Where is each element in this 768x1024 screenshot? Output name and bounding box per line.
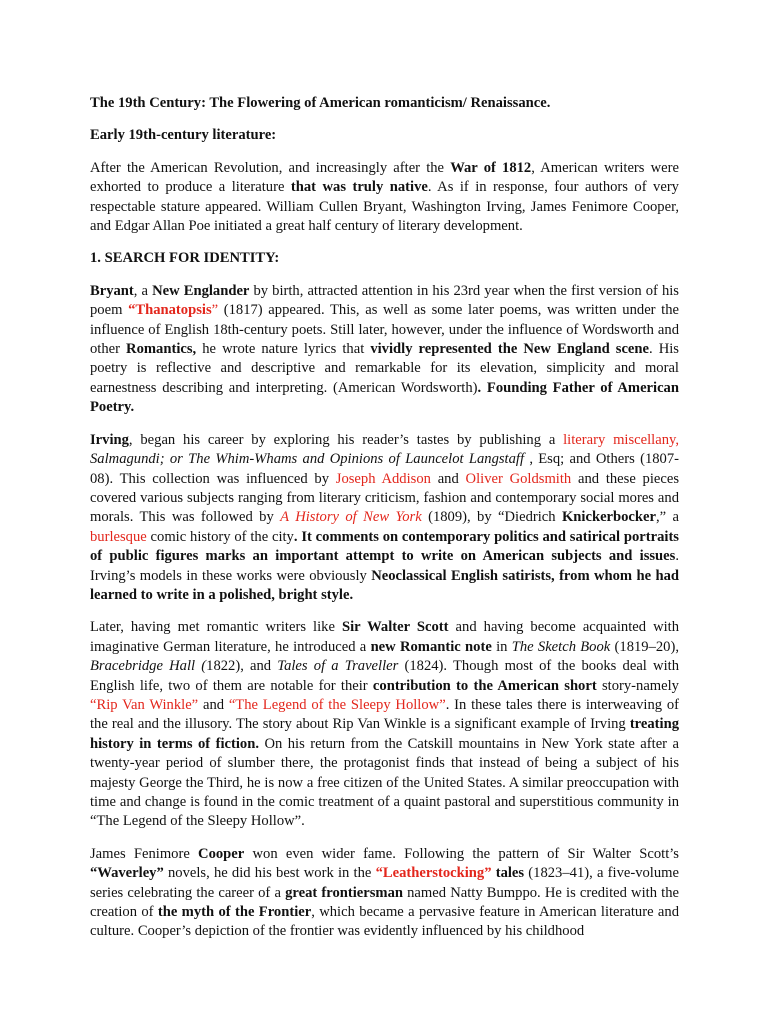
section-heading-identity: 1. SEARCH FOR IDENTITY: (90, 250, 280, 267)
text-run: (1823–41), a five-volume series celebrating the career of a (90, 865, 679, 901)
emphasis-romantic-note: new Romantic note (370, 638, 492, 655)
text-run: . Irving’s models in these works were obviously (90, 548, 679, 584)
text-run: , American writers were exhorted to produce a literature (90, 159, 679, 196)
text-run: . In these tales there is interweaving of the real and the illusory. The story about Rip Van Winkle is a significant example of Irving (90, 696, 680, 733)
name-cooper: Cooper (198, 845, 245, 862)
emphasis-war-of-1812: War of 1812 (450, 159, 532, 176)
emphasis-truly-native: that was truly native (290, 179, 428, 196)
text-run: and (198, 696, 229, 713)
text-run: . As if in response, four authors of very respectable stature appeared. William Cullen Bryant, Washington Irving, James Fenimore Cooper, and Edgar Allan Poe initiated a great half century of literary development. (90, 179, 679, 235)
page-title: The 19th Century: The Flowering of American romanticism/ Renaissance. (90, 95, 551, 111)
highlight-leatherstocking: “Leatherstocking” (375, 865, 492, 882)
text-run: and these pieces covered various subjects ranging from literary criticism, fashion and contemporary social mores and morals. This was followed by (90, 470, 680, 526)
irving-paragraph (90, 431, 679, 606)
text-run: in (491, 638, 512, 655)
text-run: story-namely (596, 677, 679, 694)
text-run: ,” a (656, 509, 679, 526)
text-run: (1817) appeared. This, as well as some later poems, was written under the influence of English 18th-century poets. Still later, however, under the influence of Wordsworth and other (90, 302, 680, 358)
emphasis-walter-scott: Sir Walter Scott (341, 619, 449, 636)
emphasis-new-englander: New Englander (152, 282, 250, 299)
emphasis-founding-father: . Founding Father of American Poetry. (90, 379, 679, 416)
intro-paragraph (90, 159, 679, 237)
text-run: and having become acquainted with imaginative German literature, he introduced a (90, 619, 680, 655)
highlight-thanatopsis: “Thanatopsis (128, 302, 212, 319)
text-run: James Fenimore (90, 845, 199, 862)
text-run: 1822), and (206, 658, 278, 675)
emphasis-knickerbocker: Knickerbocker (561, 509, 656, 526)
section-subtitle: Early 19th-century literature: (90, 127, 277, 144)
highlight-oliver-goldsmith: Oliver Goldsmith (465, 470, 572, 487)
title-history-of-new-york: A History of New York (280, 509, 422, 526)
cooper-paragraph (90, 845, 679, 942)
text-run: (1824). Though most of the books deal with English life, two of them are notable for their (90, 658, 679, 694)
highlight-burlesque: burlesque (90, 528, 147, 545)
name-irving: Irving (90, 431, 129, 448)
emphasis-tales: tales (495, 865, 525, 882)
emphasis-contemporary-politics: . It comments on contemporary politics and satirical portraits of public figures marks an important attempt to write on American subjects and issues (90, 528, 679, 565)
text-run: novels, he did his best work in the (163, 865, 376, 882)
text-run: named Natty Bumppo. He is credited with the creation of (90, 884, 679, 921)
emphasis-great-frontiersman: great frontiersman (285, 884, 403, 901)
text-run: won even wider fame. Following the pattern of Sir Walter Scott’s (244, 845, 679, 862)
highlight-rip-van-winkle: “Rip Van Winkle” (90, 696, 199, 713)
title-bracebridge-hall: Bracebridge Hall ( (90, 658, 207, 675)
text-run: he wrote nature lyrics that (196, 341, 371, 358)
text-run: (1819–20), (610, 638, 679, 655)
title-tales-of-a-traveller: Tales of a Traveller (277, 658, 399, 675)
later-paragraph (90, 618, 679, 831)
text-run: by birth, attracted attention in his 23rd year when the first version of his poem (90, 282, 679, 319)
text-run: After the American Revolution, and increasingly after the (90, 159, 451, 176)
title-salmagundi: Salmagundi; or The Whim-Whams and Opinions of Launcelot Langstaff (90, 451, 530, 468)
emphasis-american-short: contribution to the American short (372, 677, 597, 694)
text-run: On his return from the Catskill mountains in New York state after a twenty-year period of slumber there, the protagonist finds that instead of being a subject of his majesty George the Third, he is now a free citizen of the United States. A similar preoccupation with time and change is found in the comic treatment of a quaint pastoral and superstitious community in “The Legend of the Sleepy Hollow”. (90, 735, 679, 830)
emphasis-waverley: “Waverley” (90, 865, 164, 882)
emphasis-history-as-fiction: treating history in terms of fiction. (90, 716, 679, 752)
text-run: , a (133, 282, 153, 299)
text-run: and (430, 470, 466, 487)
text-run: . His poetry is reflective and descriptive and remarkable for its elevation, simplicity and moral earnestness describing and interpreting. (American Wordsworth) (90, 341, 679, 396)
text-run: (1809), by “Diedrich (421, 509, 562, 526)
text-run: comic history of the city (146, 528, 294, 545)
emphasis-new-england-scene: vividly represented the New England scene (370, 341, 649, 358)
text-run: Later, having met romantic writers like (90, 619, 342, 636)
emphasis-romantics: Romantics, (126, 341, 197, 358)
emphasis-myth-of-frontier: the myth of the Frontier (157, 904, 312, 921)
highlight-joseph-addison: Joseph Addison (335, 470, 431, 487)
bryant-paragraph (90, 282, 679, 418)
title-sketch-book: The Sketch Book (511, 638, 611, 655)
emphasis-neoclassical-satirists: Neoclassical English satirists, from whom he had learned to write in a polished, bright style. (90, 567, 679, 603)
text-run: , which became a pervasive feature in American literature and culture. Cooper’s depiction of the frontier was evidently influenced by his childhood (90, 904, 679, 940)
text-run: , began his career by exploring his reader’s tastes by publishing a (128, 431, 564, 448)
highlight-literary-miscellany: literary miscellany, (563, 431, 679, 448)
highlight-sleepy-hollow: “The Legend of the Sleepy Hollow” (228, 696, 446, 713)
text-run: , Esq; and Others (1807-08). This collection was influenced by (90, 451, 679, 487)
highlight-quote: ” (211, 302, 219, 319)
name-bryant: Bryant (90, 282, 134, 299)
